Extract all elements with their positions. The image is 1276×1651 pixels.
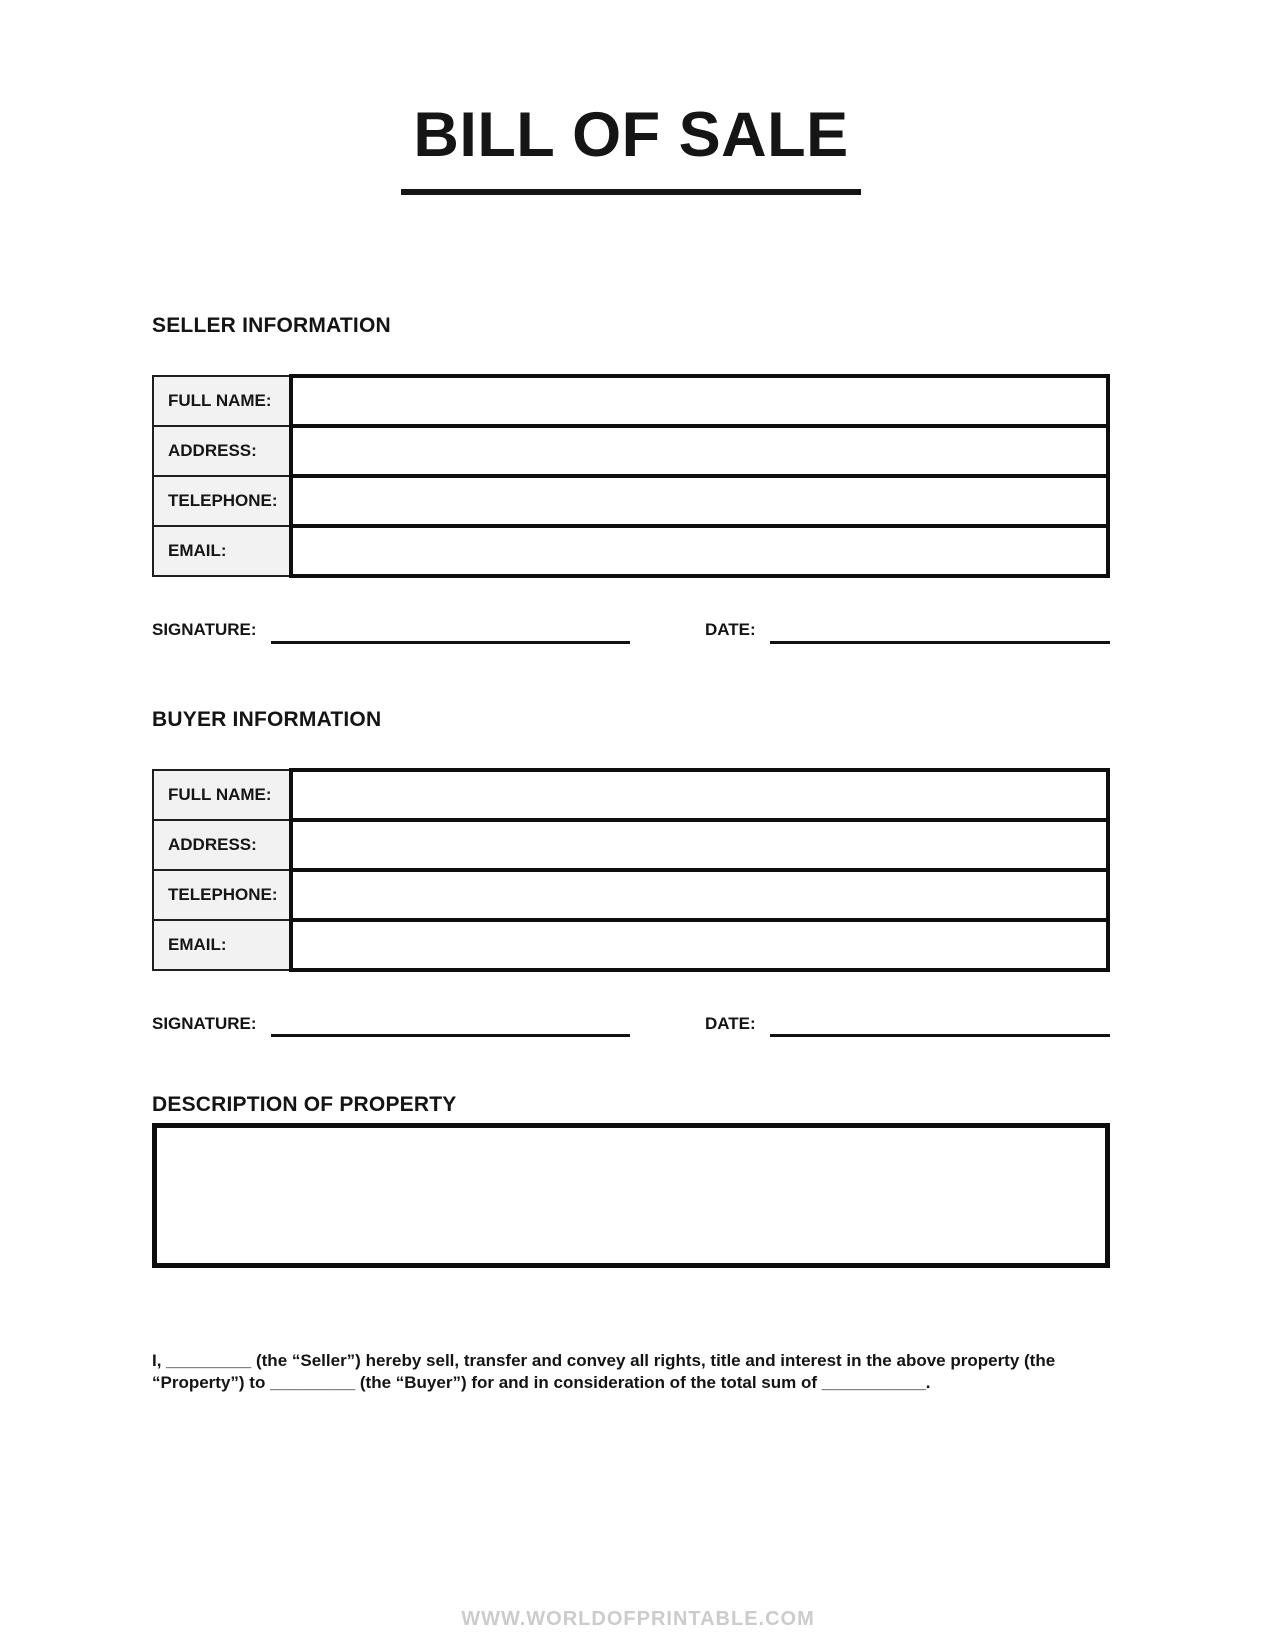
buyer-telephone-field[interactable] [291, 870, 1108, 920]
buyer-address-label: ADDRESS: [153, 820, 291, 870]
seller-signature-line[interactable] [271, 640, 630, 644]
buyer-full-name-field[interactable] [291, 770, 1108, 820]
seller-email-field[interactable] [291, 526, 1108, 576]
buyer-info-table [152, 768, 1110, 972]
table-row [153, 376, 1108, 426]
seller-date-group [705, 620, 1110, 640]
legal-statement: I, _________ (the “Seller”) hereby sell, transfer and convey all rights, title and interest in the above property (the “Property”) to _________ (the “Buyer”) for and in consideration of the total sum of ___________. [152, 1351, 1056, 1393]
buyer-date-group [705, 1014, 1110, 1034]
property-section-heading: DESCRIPTION OF PROPERTY [152, 1093, 457, 1117]
buyer-full-name-label: FULL NAME: [153, 770, 291, 820]
table-row [153, 526, 1108, 576]
buyer-address-field[interactable] [291, 820, 1108, 870]
seller-full-name-field[interactable] [291, 376, 1108, 426]
seller-telephone-label: TELEPHONE: [153, 476, 291, 526]
seller-email-label: EMAIL: [153, 526, 291, 576]
table-row [153, 770, 1108, 820]
buyer-signature-label: SIGNATURE: [152, 1013, 257, 1033]
table-row [153, 920, 1108, 970]
seller-telephone-field[interactable] [291, 476, 1108, 526]
table-row [153, 870, 1108, 920]
footer-website-url: WWW.WORLDOFPRINTABLE.COM [461, 1608, 815, 1630]
buyer-email-field[interactable] [291, 920, 1108, 970]
buyer-telephone-label: TELEPHONE: [153, 870, 291, 920]
table-row [153, 820, 1108, 870]
buyer-email-label: EMAIL: [153, 920, 291, 970]
buyer-date-label: DATE: [705, 1013, 756, 1033]
property-description-field[interactable] [152, 1123, 1110, 1268]
seller-section-heading: SELLER INFORMATION [152, 314, 391, 337]
seller-signature-group [152, 620, 630, 640]
page-title: BILL OF SALE [413, 100, 849, 170]
table-row [153, 476, 1108, 526]
seller-info-table [152, 374, 1110, 578]
buyer-signature-group [152, 1014, 630, 1034]
seller-date-line[interactable] [770, 640, 1110, 644]
buyer-signature-row [152, 1014, 1110, 1034]
title-underline [401, 189, 861, 195]
seller-address-field[interactable] [291, 426, 1108, 476]
seller-address-label: ADDRESS: [153, 426, 291, 476]
seller-signature-row [152, 620, 1110, 640]
buyer-date-line[interactable] [770, 1033, 1110, 1037]
seller-signature-label: SIGNATURE: [152, 620, 257, 640]
seller-full-name-label: FULL NAME: [153, 376, 291, 426]
table-row [153, 426, 1108, 476]
buyer-section-heading: BUYER INFORMATION [152, 707, 382, 731]
seller-date-label: DATE: [705, 620, 756, 640]
buyer-signature-line[interactable] [271, 1033, 630, 1037]
